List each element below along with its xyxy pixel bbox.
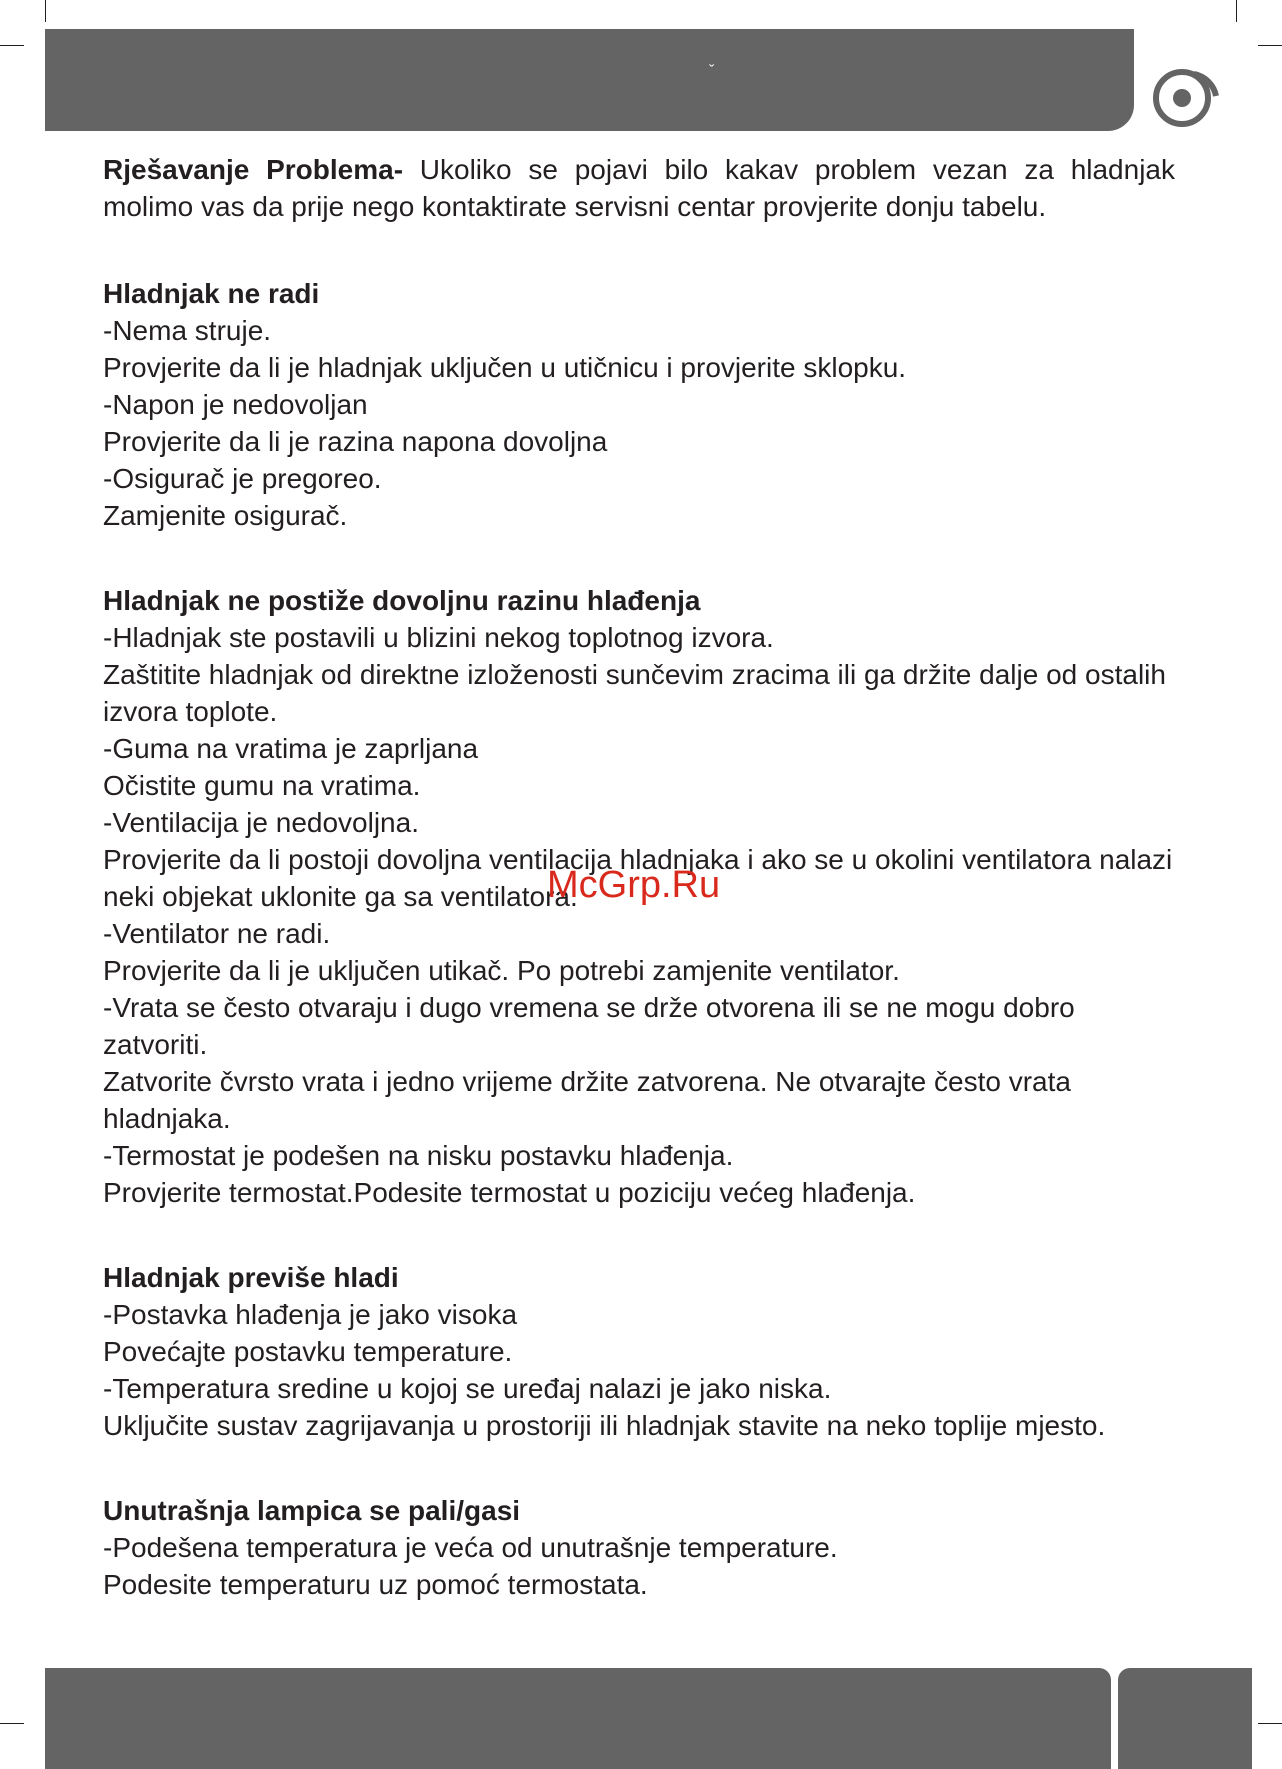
problem-line: -Guma na vratima je zaprljana xyxy=(103,733,479,764)
solution-line: Provjerite termostat.Podesite termostat u poziciju većeg hlađenja. xyxy=(103,1177,916,1208)
intro-paragraph xyxy=(103,151,1175,225)
problem-line: -Nema struje. xyxy=(103,315,272,346)
brand-logo-icon xyxy=(1150,66,1222,130)
solution-line: Uključite sustav zagrijavanja u prostoriji ili hladnjak stavite na neko toplije mjesto. xyxy=(103,1410,1106,1441)
solution-line: Provjerite da li postoji dovoljna ventilacija hladnjaka i ako se u okolini ventilatora nalazi neki objekat uklonite ga sa ventilatora. xyxy=(103,844,1173,912)
solution-line: Zaštitite hladnjak od direktne izloženosti sunčevim zracima ili ga držite dalje od ostalih izvora toplote. xyxy=(103,659,1166,727)
solution-line: Provjerite da li je uključen utikač. Po potrebi zamjenite ventilator. xyxy=(103,955,900,986)
troubleshooting-sections xyxy=(103,275,1175,1603)
solution-line: Provjerite da li je razina napona dovoljna xyxy=(103,426,608,457)
solution-line: Zamjenite osigurač. xyxy=(103,500,348,531)
problem-line: -Postavka hlađenja je jako visoka xyxy=(103,1299,518,1330)
problem-line: -Ventilator ne radi. xyxy=(103,918,331,949)
crop-mark xyxy=(1236,0,1237,22)
section-title: Hladnjak ne radi xyxy=(103,278,320,309)
problem-line: -Podešena temperatura je veća od unutrašnje temperature. xyxy=(103,1532,838,1563)
problem-line: -Osigurač je pregoreo. xyxy=(103,463,382,494)
header-mark: ˇ xyxy=(709,63,715,80)
problem-line: -Hladnjak ste postavili u blizini nekog toplotnog izvora. xyxy=(103,622,774,653)
footer-bar xyxy=(45,1668,1111,1769)
solution-line: Provjerite da li je hladnjak uključen u utičnicu i provjerite sklopku. xyxy=(103,352,907,383)
intro-lead: Rješavanje Problema- xyxy=(103,154,404,185)
footer-page-tab xyxy=(1118,1668,1252,1769)
problem-line: -Vrata se često otvaraju i dugo vremena se drže otvorena ili se ne mogu dobro zatvoriti. xyxy=(103,992,1075,1060)
solution-line: Podesite temperaturu uz pomoć termostata. xyxy=(103,1569,648,1600)
crop-mark xyxy=(0,1723,24,1724)
crop-mark xyxy=(1258,1723,1282,1724)
section-title: Unutrašnja lampica se pali/gasi xyxy=(103,1495,521,1526)
section-title: Hladnjak previše hladi xyxy=(103,1262,399,1293)
header-bar xyxy=(45,29,1134,131)
section xyxy=(103,1492,1175,1603)
intro-text: Ukoliko se pojavi bilo kakav problem vezan za hladnjak molimo vas da prije nego kontaktirate servisni centar provjerite donju tabelu. xyxy=(103,154,1175,222)
solution-line: Očistite gumu na vratima. xyxy=(103,770,421,801)
problem-line: -Termostat je podešen na nisku postavku hlađenja. xyxy=(103,1140,734,1171)
solution-line: Zatvorite čvrsto vrata i jedno vrijeme držite zatvorena. Ne otvarajte često vrata hladnjaka. xyxy=(103,1066,1071,1134)
crop-mark xyxy=(0,45,24,46)
crop-mark xyxy=(45,0,46,22)
solution-line: Povećajte postavku temperature. xyxy=(103,1336,513,1367)
section xyxy=(103,275,1175,534)
section xyxy=(103,1259,1175,1444)
crop-mark xyxy=(1258,45,1282,46)
problem-line: -Temperatura sredine u kojoj se uređaj nalazi je jako niska. xyxy=(103,1373,832,1404)
problem-line: -Ventilacija je nedovoljna. xyxy=(103,807,419,838)
watermark: McGrp.Ru xyxy=(547,864,721,906)
section-title: Hladnjak ne postiže dovoljnu razinu hlađenja xyxy=(103,585,701,616)
problem-line: -Napon je nedovoljan xyxy=(103,389,368,420)
